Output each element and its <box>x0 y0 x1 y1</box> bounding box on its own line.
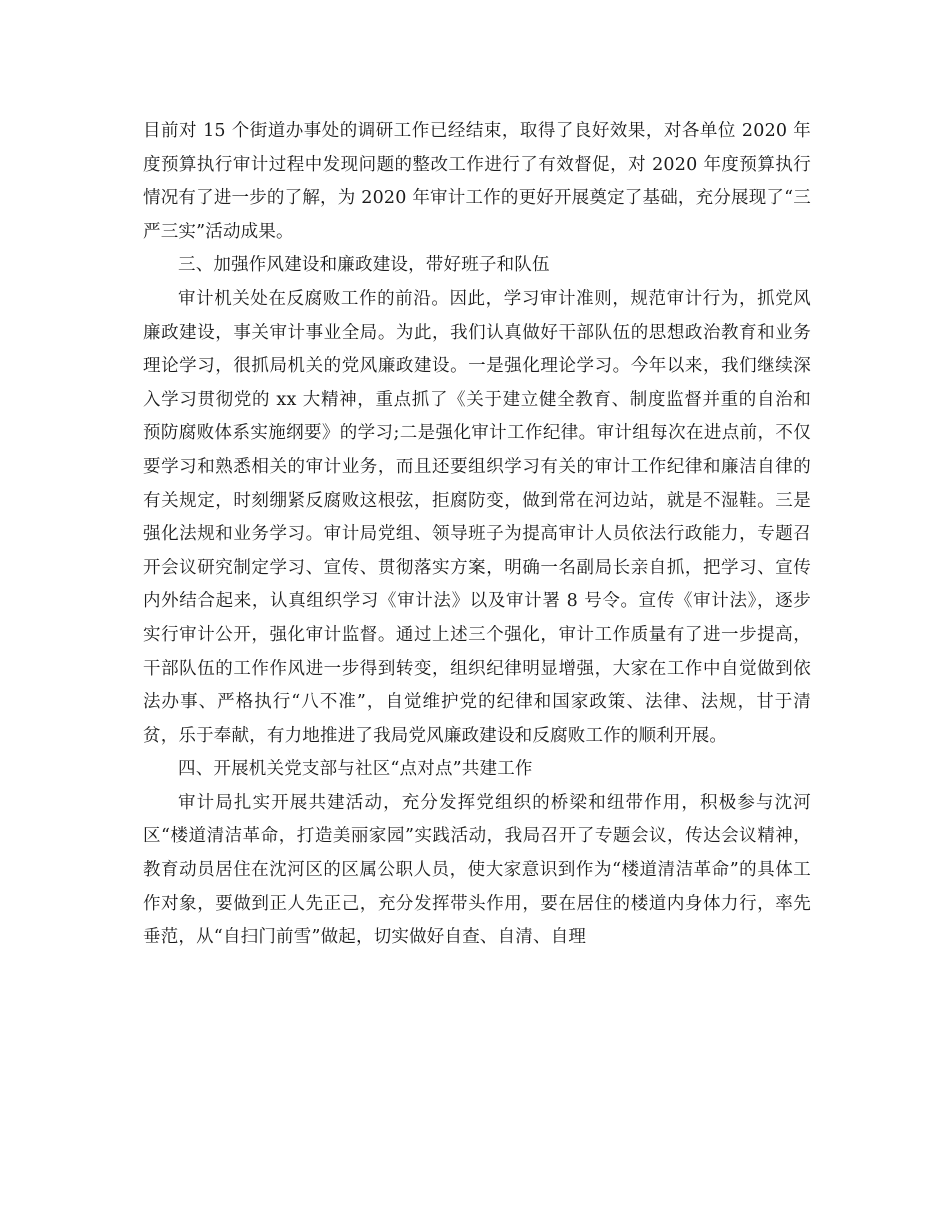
section-heading-4: 四、开展机关党支部与社区“点对点”共建工作 <box>178 759 533 780</box>
section-heading-3: 三、加强作风建设和廉政建设，带好班子和队伍 <box>178 255 550 276</box>
paragraph-continuation: 目前对 15 个街道办事处的调研工作已经结束，取得了良好效果，对各单位 2020 年度预算执行审计过程中发现问题的整改工作进行了有效督促，对 2020 年度预算执行情况有了进一步的了解，为 2020 年审计工作的更好开展奠定了基础，充分展现了“三严三实”活动成果。 <box>143 121 811 242</box>
paragraph-section-4: 审计局扎实开展共建活动，充分发挥党组织的桥梁和纽带作用，积极参与沈河区“楼道清洁革命，打造美丽家园”实践活动，我局召开了专题会议，传达会议精神，教育动员居住在沈河区的区属公职人员，使大家意识到作为“楼道清洁革命”的具体工作对象，要做到正人先正己，充分发挥带头作用，要在居住的楼道内身体力行，率先垂范，从“自扫门前雪”做起，切实做好自查、自清、自理 <box>143 792 811 948</box>
document-page <box>143 115 811 955</box>
paragraph-section-3: 审计机关处在反腐败工作的前沿。因此，学习审计准则，规范审计行为，抓党风廉政建设，事关审计事业全局。为此，我们认真做好干部队伍的思想政治教育和业务理论学习，很抓局机关的党风廉政建设。一是强化理论学习。今年以来，我们继续深入学习贯彻党的 xx 大精神，重点抓了《关于建立健全教育、制度监督并重的自治和预防腐败体系实施纲要》的学习;二是强化审计工作纪律。审计组每次在进点前，不仅要学习和熟悉相关的审计业务，而且还要组织学习有关的审计工作纪律和廉洁自律的有关规定，时刻绷紧反腐败这根弦，拒腐防变，做到常在河边站，就是不湿鞋。三是强化法规和业务学习。审计局党组、领导班子为提高审计人员依法行政能力，专题召开会议研究制定学习、宣传、贯彻落实方案，明确一名副局长亲自抓，把学习、宣传内外结合起来，认真组织学习《审计法》以及审计署 8 号令。宣传《审计法》，逐步实行审计公开，强化审计监督。通过上述三个强化，审计工作质量有了进一步提高，干部队伍的工作作风进一步得到转变，组织纪律明显增强，大家在工作中自觉做到依法办事、严格执行“八不准”，自觉维护党的纪律和国家政策、法律、法规，甘于清贫，乐于奉献，有力地推进了我局党风廉政建设和反腐败工作的顺利开展。 <box>143 288 811 746</box>
